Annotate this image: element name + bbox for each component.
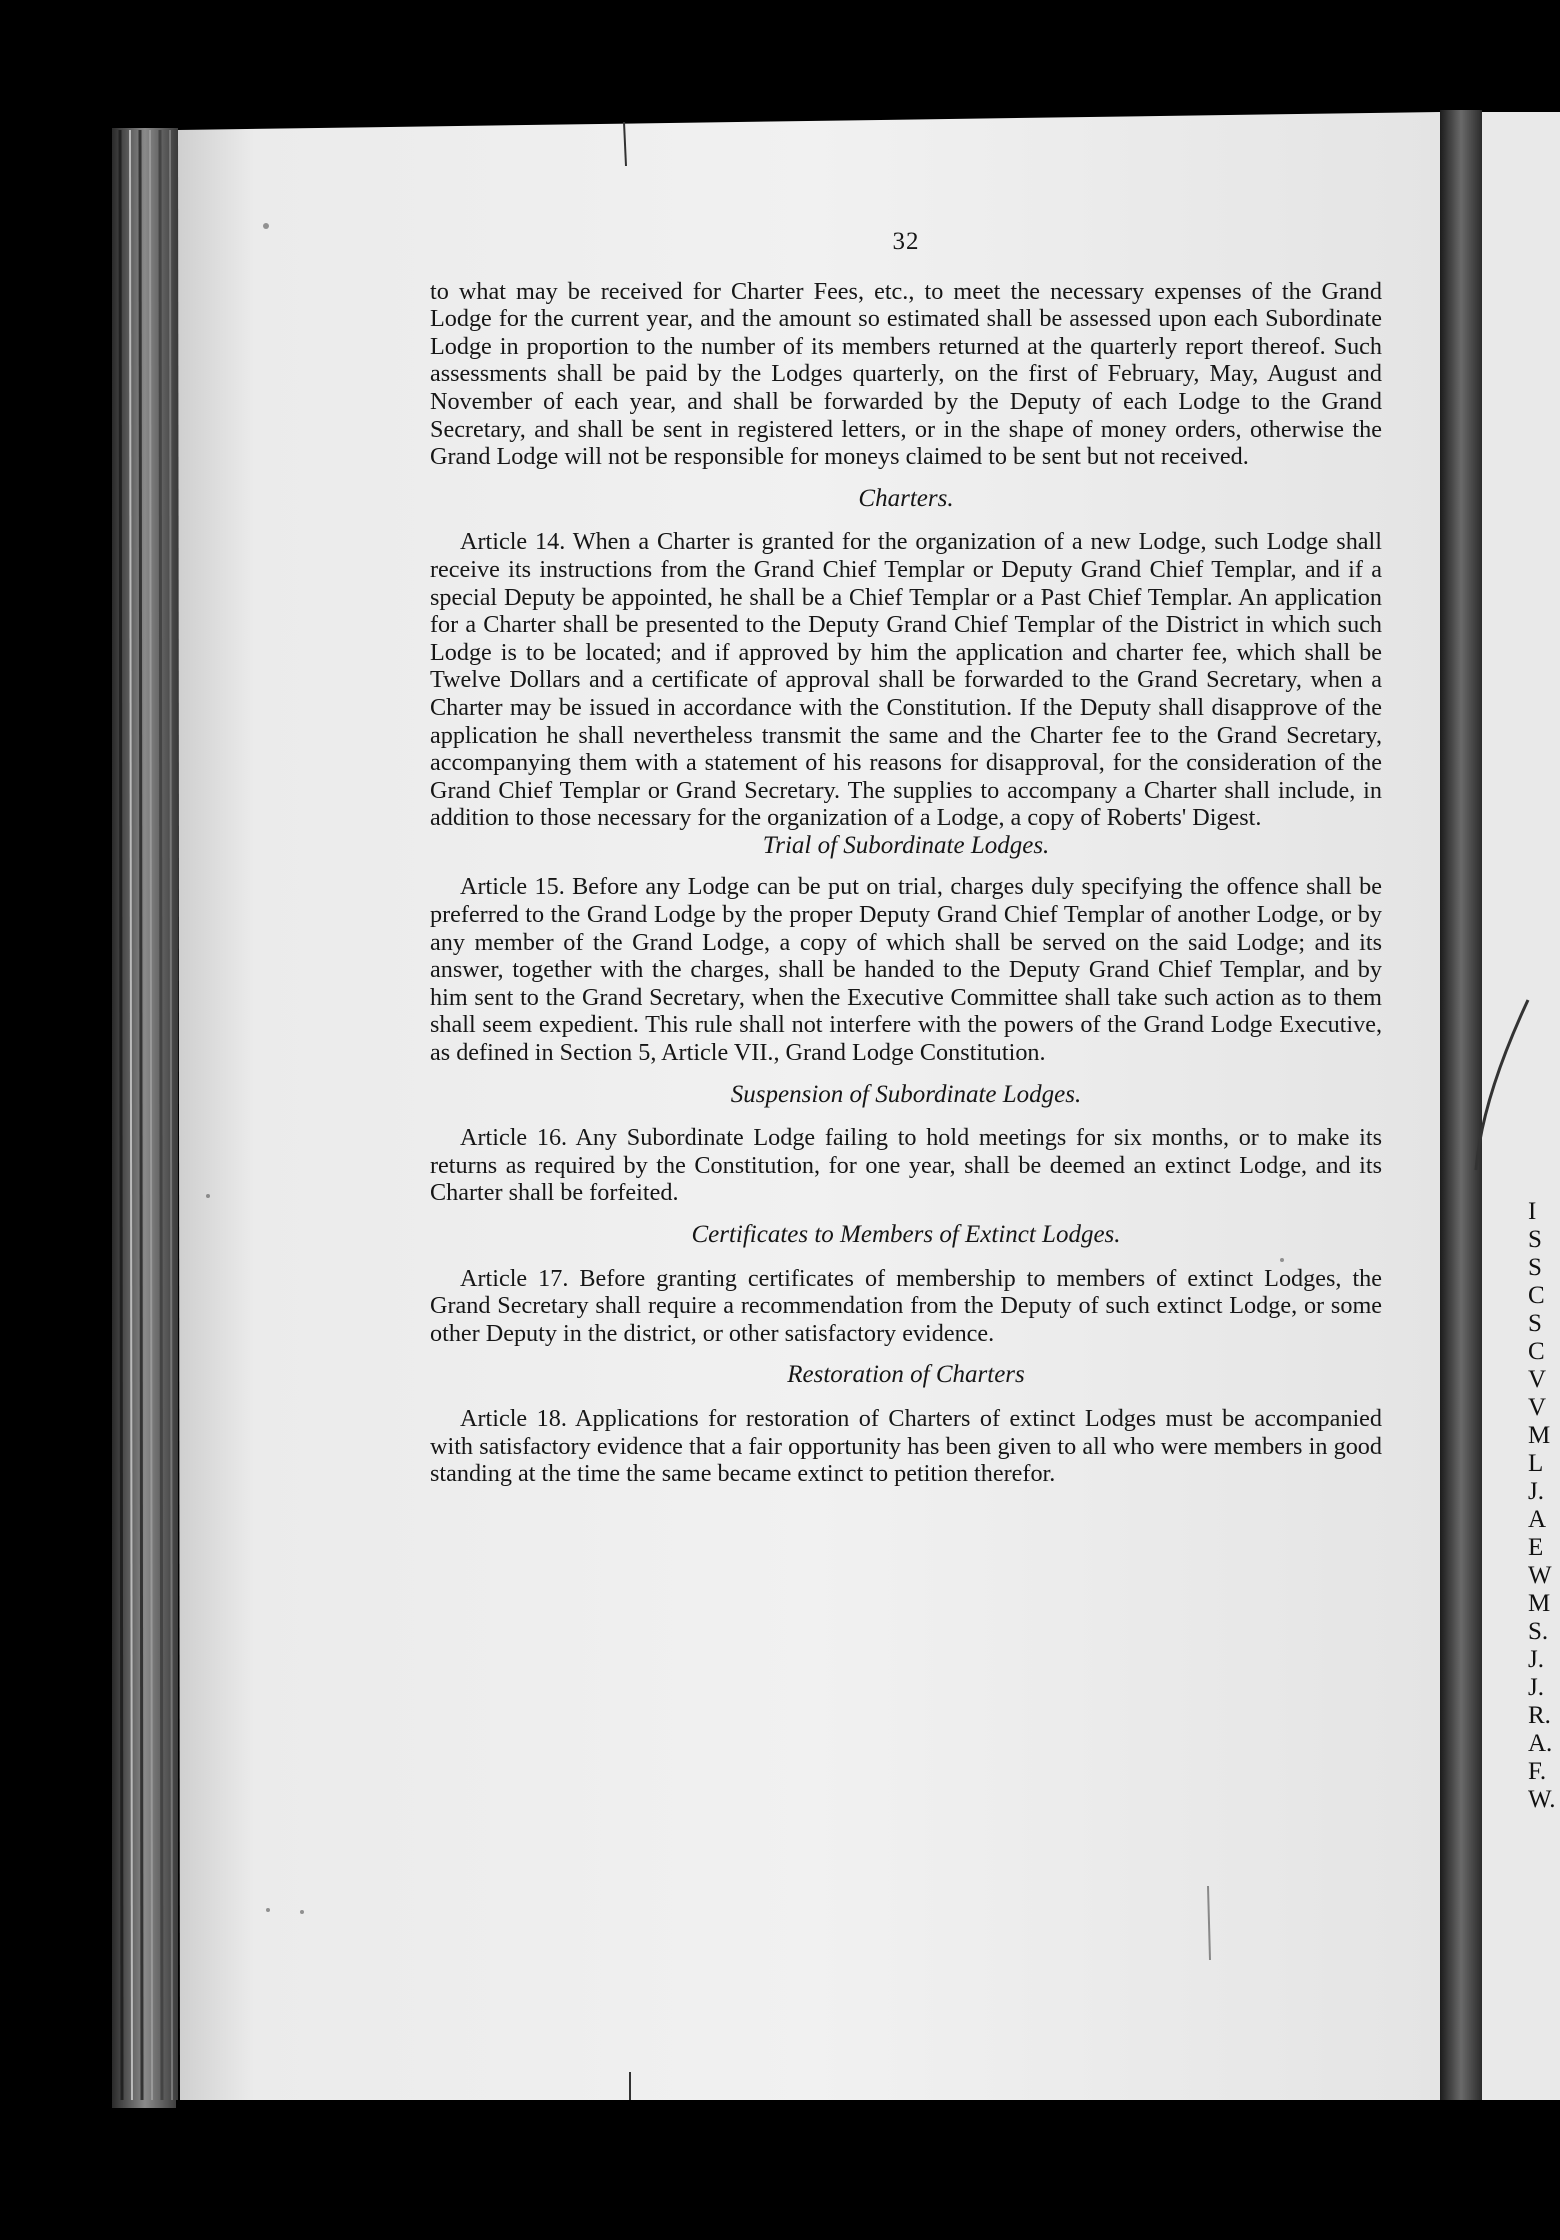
adjacent-page-letter: S	[1528, 1226, 1542, 1253]
adjacent-page-letter: A	[1528, 1506, 1547, 1533]
adjacent-page-letters	[1528, 1198, 1560, 1814]
adjacent-page-letter: R.	[1528, 1702, 1551, 1729]
page-text-block	[430, 228, 1382, 1488]
heading-restoration: Restoration of Charters	[787, 1361, 1025, 1389]
adjacent-page-letter: I	[1528, 1198, 1537, 1225]
heading-suspension: Suspension of Subordinate Lodges.	[730, 1080, 1082, 1108]
adjacent-page-letter: M	[1528, 1590, 1551, 1617]
adjacent-page-letter: F.	[1528, 1758, 1547, 1785]
adjacent-page-letter: M	[1528, 1422, 1551, 1449]
adjacent-page-letter: J.	[1528, 1674, 1544, 1701]
adjacent-page-letter: E	[1528, 1534, 1544, 1561]
adjacent-page-letter: V	[1528, 1394, 1547, 1421]
adjacent-page-letter: W.	[1528, 1786, 1556, 1813]
paragraph-article-16: Article 16. Any Subordinate Lodge failing to hold meetings for six months, or to make its returns as required by the Constitution, for one year, shall be deemed an extinct Lodge, and its Charter shall be forfeited.	[430, 1124, 1382, 1207]
adjacent-page-letter: S	[1528, 1254, 1542, 1281]
adjacent-page-letter: C	[1528, 1282, 1545, 1309]
adjacent-page-letter: S.	[1528, 1618, 1549, 1645]
paragraph-article-14: Article 14. When a Charter is granted for the organization of a new Lodge, such Lodge shall receive its instructions from the Grand Chief Templar or Deputy Grand Chief Templar, and if a special Deputy be appointed, he shall be a Chief Templar or a Past Chief Templar. An application for a Charter shall be presented to the Deputy Grand Chief Templar of the District in which such Lodge is to be located; and if approved by him the application and charter fee, which shall be Twelve Dollars and a certificate of approval shall be forwarded to the Grand Secretary, when a Charter may be issued in accordance with the Constitution. If the Deputy shall disapprove of the application he shall nevertheless transmit the same and the Charter fee to the Grand Secretary, accompanying them with a statement of his reasons for disapproval, for the consideration of the Grand Chief Templar or Grand Secretary. The supplies to accompany a Charter shall include, in addition to those necessary for the organization of a Lodge, a copy of Roberts' Digest.	[430, 528, 1382, 832]
heading-certificates: Certificates to Members of Extinct Lodges.	[691, 1221, 1121, 1248]
adjacent-page-letter: S	[1528, 1310, 1542, 1337]
adjacent-page-letter: W	[1528, 1562, 1552, 1589]
paragraph-assessments: to what may be received for Charter Fees, etc., to meet the necessary expenses of the Grand Lodge for the current year, and the amount so estimated shall be assessed upon each Subordinate Lodge in proportion to the number of its members returned at the quarterly report thereof. Such assessments shall be paid by the Lodges quarterly, on the first of February, May, August and November of each year, and shall be forwarded by the Deputy of each Lodge to the Grand Secretary, and shall be sent in registered letters, or in the shape of money orders, otherwise the Grand Lodge will not be responsible for moneys claimed to be sent but not received.	[430, 277, 1382, 471]
adjacent-page-letter: V	[1528, 1366, 1547, 1393]
page-number: 32	[892, 228, 920, 255]
book-spine	[112, 128, 178, 2108]
paragraph-article-18: Article 18. Applications for restoration of Charters of extinct Lodges must be accompanied with satisfactory evidence that a fair opportunity has been given to all who were members in good standing at the time the same became extinct to petition therefor.	[430, 1404, 1382, 1488]
gutter-shadow	[1440, 110, 1482, 2100]
heading-charters: Charters.	[858, 484, 954, 512]
heading-trial: Trial of Subordinate Lodges.	[762, 831, 1050, 859]
paragraph-article-17: Article 17. Before granting certificates of membership to members of extinct Lodges, the Grand Secretary shall require a recommendation from the Deputy of such extinct Lodge, or some other Deputy in the district, or other satisfactory evidence.	[430, 1264, 1382, 1347]
adjacent-page-letter: A.	[1528, 1730, 1553, 1757]
adjacent-page-letter: J.	[1528, 1646, 1544, 1673]
adjacent-page-letter: C	[1528, 1338, 1545, 1365]
adjacent-page-letter: J.	[1528, 1478, 1544, 1505]
adjacent-page-letter: L	[1528, 1450, 1544, 1477]
paragraph-article-15: Article 15. Before any Lodge can be put on trial, charges duly specifying the offence shall be preferred to the Grand Lodge by the proper Deputy Grand Chief Templar of another Lodge, or by any member of the Grand Lodge, a copy of which shall be served on the said Lodge; and its answer, together with the charges, shall be handed to the Deputy Grand Chief Templar, and by him sent to the Grand Secretary, when the Executive Committee shall take such action as to them shall seem expedient. This rule shall not interfere with the powers of the Grand Lodge Executive, as defined in Section 5, Article VII., Grand Lodge Constitution.	[430, 873, 1382, 1067]
